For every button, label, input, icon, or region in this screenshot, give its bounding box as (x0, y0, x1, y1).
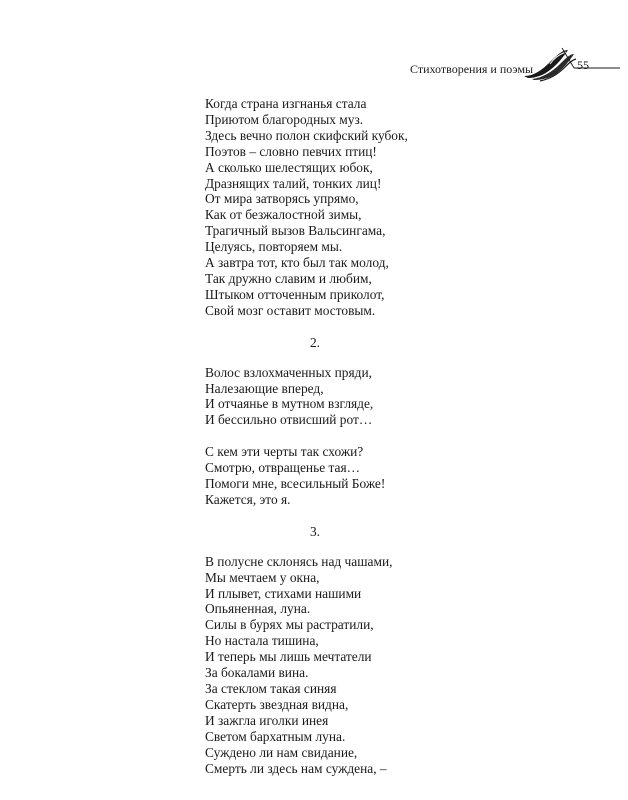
poem-line: Штыком отточенным приколот, (205, 286, 385, 302)
running-title: Стихотворения и поэмы (410, 62, 534, 76)
poem-line: Налезающие вперед, (205, 380, 324, 396)
poem-line: С кем эти черты так схожи? (205, 444, 364, 460)
poem-line: Опьяненная, луна. (205, 601, 311, 617)
poem-line: Суждено ли нам свидание, (205, 744, 358, 760)
section-gap (205, 508, 505, 524)
poem-line: И плывет, стихами нашими (205, 585, 362, 601)
poem-line: За бокалами вина. (205, 665, 309, 681)
poem-line: Но настала тишина, (205, 633, 319, 649)
page-header (0, 0, 628, 90)
poem-line: Волос взлохмаченных пряди, (205, 364, 372, 380)
section-number-2: 2. (309, 334, 321, 350)
section-gap (205, 319, 505, 335)
poem-line: И отчаянье в мутном взгляде, (205, 396, 374, 412)
poem-line: Мы мечтаем у окна, (205, 569, 320, 585)
page-number: 55 (577, 58, 589, 72)
swirl-ornament-icon (520, 46, 620, 82)
section1-stanza (205, 96, 505, 319)
poem-line: Смерть ли здесь нам суждена, – (205, 760, 387, 776)
poem-line: И теперь мы лишь мечтатели (205, 649, 372, 665)
poem-line: И бессильно отвисший рот… (205, 412, 373, 428)
poem-line: Силы в бурях мы растратили, (205, 617, 374, 633)
poem-line: Скатерть звездная видна, (205, 696, 349, 712)
poem-line: От мира затворясь упрямо, (205, 191, 359, 207)
poem-line: Кажется, это я. (205, 491, 291, 507)
stanza-gap (205, 428, 505, 444)
poem-line: Здесь вечно полон скифский кубок, (205, 127, 408, 143)
poem-line: Приютом благородных муз. (205, 111, 364, 127)
poem-line: Свой мозг оставит мостовым. (205, 302, 376, 318)
poem-line: А сколько шелестящих юбок, (205, 159, 373, 175)
poem-line: В полусне склонясь над чашами, (205, 553, 393, 569)
poem-line: Трагичный вызов Вальсингама, (205, 223, 386, 239)
poem-line: Целуясь, повторяем мы. (205, 239, 343, 255)
poem-line: А завтра тот, кто был так молод, (205, 255, 389, 271)
section-gap (205, 540, 505, 554)
section-gap (205, 351, 505, 365)
poem-line: Помоги мне, всесильный Боже! (205, 476, 386, 492)
poem-line: Когда страна изгнанья стала (205, 96, 367, 111)
poem-line: Так дружно славим и любим, (205, 270, 372, 286)
poem-line: Смотрю, отвращенье тая… (205, 460, 360, 476)
poem-line: За стеклом такая синяя (205, 681, 337, 696)
section-number-3: 3. (309, 523, 321, 539)
section3-stanza (205, 554, 505, 777)
poem-line: Светом бархатным луна. (205, 728, 346, 744)
poem-line: Как от безжалостной зимы, (205, 207, 362, 223)
poem-line: И зажгла иголки инея (205, 712, 329, 728)
poem-line: Поэтов – словно певчих птиц! (205, 143, 377, 159)
section2-stanza-2 (205, 444, 505, 508)
poem-body (205, 96, 505, 776)
poem-line: Дразнящих талий, тонких лиц! (205, 175, 382, 191)
section2-stanza-1 (205, 365, 505, 429)
